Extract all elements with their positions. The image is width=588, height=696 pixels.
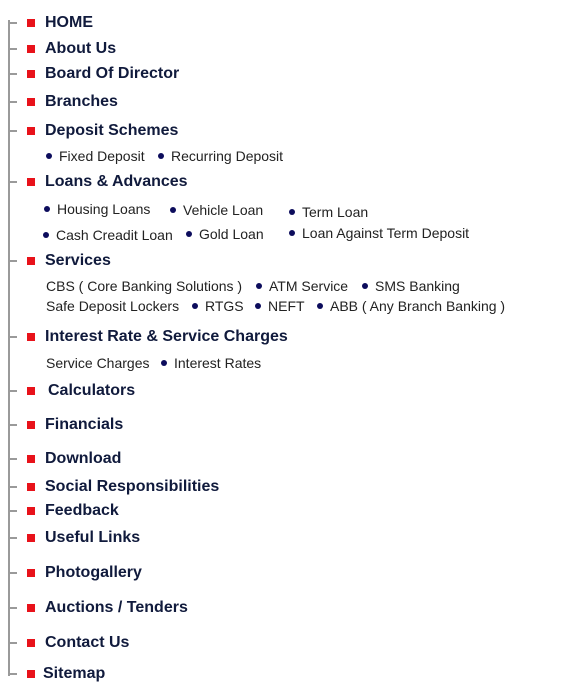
sub-label-abb[interactable]: ABB ( Any Branch Banking ) — [330, 298, 506, 314]
tree-connector — [8, 181, 17, 183]
sub-label-gold-loan[interactable]: Gold Loan — [199, 226, 264, 242]
dot-bullet-icon — [256, 283, 262, 289]
square-bullet-icon — [27, 257, 35, 265]
sub-item-neft[interactable] — [255, 297, 305, 315]
sub-item-vehicle-loan[interactable] — [170, 201, 263, 219]
menu-item-services[interactable] — [8, 251, 111, 271]
sub-item-abb[interactable] — [317, 297, 505, 315]
menu-label-about[interactable]: About Us — [45, 40, 117, 57]
menu-label-board[interactable]: Board Of Director — [45, 65, 180, 82]
dot-bullet-icon — [317, 303, 323, 309]
square-bullet-icon — [27, 670, 35, 678]
sub-item-fixed-deposit[interactable] — [46, 147, 145, 165]
menu-item-auctions[interactable] — [8, 598, 188, 618]
tree-connector — [8, 458, 17, 460]
menu-item-interest[interactable] — [8, 327, 288, 347]
dot-bullet-icon — [170, 207, 176, 213]
sub-label-interest-rates[interactable]: Interest Rates — [174, 355, 262, 371]
menu-item-contact[interactable] — [8, 633, 129, 653]
menu-label-loans[interactable]: Loans & Advances — [45, 173, 188, 190]
menu-label-auctions[interactable]: Auctions / Tenders — [45, 599, 188, 616]
menu-label-photogallery[interactable]: Photogallery — [45, 564, 142, 581]
sub-label-vehicle-loan[interactable]: Vehicle Loan — [183, 202, 264, 218]
square-bullet-icon — [27, 421, 35, 429]
menu-item-financials[interactable] — [8, 415, 123, 435]
dot-bullet-icon — [192, 303, 198, 309]
tree-connector — [8, 510, 17, 512]
menu-item-board[interactable] — [8, 64, 179, 84]
menu-item-home[interactable] — [8, 13, 93, 33]
menu-item-social[interactable] — [8, 477, 219, 497]
square-bullet-icon — [27, 507, 35, 515]
sub-label-cbs[interactable]: CBS ( Core Banking Solutions ) — [46, 278, 243, 294]
dot-bullet-icon — [46, 153, 52, 159]
square-bullet-icon — [27, 333, 35, 341]
sub-item-housing-loans[interactable] — [44, 200, 150, 218]
sub-item-loan-against-term-deposit[interactable] — [289, 224, 469, 242]
tree-connector — [8, 486, 17, 488]
dot-bullet-icon — [158, 153, 164, 159]
sub-item-cbs[interactable] — [46, 277, 242, 295]
square-bullet-icon — [27, 98, 35, 106]
dot-bullet-icon — [289, 230, 295, 236]
sub-item-recurring-deposit[interactable] — [158, 147, 283, 165]
menu-label-feedback[interactable]: Feedback — [45, 502, 119, 519]
tree-connector — [8, 424, 17, 426]
sub-item-sms-banking[interactable] — [362, 277, 460, 295]
menu-item-about[interactable] — [8, 39, 116, 59]
tree-connector — [8, 48, 17, 50]
sub-label-safe-deposit-lockers[interactable]: Safe Deposit Lockers — [46, 298, 180, 314]
sub-item-safe-deposit-lockers[interactable] — [46, 297, 179, 315]
menu-item-deposit[interactable] — [8, 121, 178, 141]
menu-item-branches[interactable] — [8, 92, 118, 112]
tree-connector — [8, 336, 17, 338]
square-bullet-icon — [27, 127, 35, 135]
dot-bullet-icon — [44, 206, 50, 212]
square-bullet-icon — [27, 639, 35, 647]
tree-connector — [8, 260, 17, 262]
sub-item-cash-credit-loan[interactable] — [43, 226, 173, 244]
square-bullet-icon — [27, 387, 35, 395]
tree-connector — [8, 572, 17, 574]
sub-label-atm-service[interactable]: ATM Service — [269, 278, 349, 294]
sub-item-interest-rates[interactable] — [161, 354, 261, 372]
dot-bullet-icon — [362, 283, 368, 289]
menu-label-deposit[interactable]: Deposit Schemes — [45, 122, 179, 139]
menu-label-home[interactable]: HOME — [45, 14, 93, 31]
sub-label-sms-banking[interactable]: SMS Banking — [375, 278, 460, 294]
square-bullet-icon — [27, 483, 35, 491]
sub-item-rtgs[interactable] — [192, 297, 244, 315]
sub-label-term-loan[interactable]: Term Loan — [302, 204, 369, 220]
square-bullet-icon — [27, 45, 35, 53]
menu-label-download[interactable]: Download — [45, 450, 122, 467]
sub-label-neft[interactable]: NEFT — [268, 298, 305, 314]
menu-item-feedback[interactable] — [8, 501, 119, 521]
square-bullet-icon — [27, 534, 35, 542]
menu-item-photogallery[interactable] — [8, 563, 142, 583]
dot-bullet-icon — [289, 209, 295, 215]
menu-item-sitemap[interactable] — [8, 664, 105, 684]
tree-connector — [8, 130, 17, 132]
sub-item-gold-loan[interactable] — [186, 225, 264, 243]
menu-label-calculators[interactable]: Calculators — [48, 382, 136, 399]
square-bullet-icon — [27, 178, 35, 186]
tree-connector — [8, 101, 17, 103]
square-bullet-icon — [27, 569, 35, 577]
square-bullet-icon — [27, 19, 35, 27]
tree-connector — [8, 73, 17, 75]
tree-connector — [8, 607, 17, 609]
sub-label-rtgs[interactable]: RTGS — [205, 298, 244, 314]
sub-item-service-charges[interactable] — [46, 354, 150, 372]
tree-connector — [8, 22, 17, 24]
sub-label-fixed-deposit[interactable]: Fixed Deposit — [59, 148, 145, 164]
dot-bullet-icon — [43, 232, 49, 238]
tree-connector — [8, 642, 17, 644]
menu-label-sitemap[interactable]: Sitemap — [43, 665, 106, 682]
menu-label-financials[interactable]: Financials — [45, 416, 124, 433]
square-bullet-icon — [27, 604, 35, 612]
tree-connector — [8, 537, 17, 539]
dot-bullet-icon — [255, 303, 261, 309]
sub-label-housing-loans[interactable]: Housing Loans — [57, 201, 151, 217]
tree-connector — [8, 390, 17, 392]
square-bullet-icon — [27, 70, 35, 78]
dot-bullet-icon — [161, 360, 167, 366]
menu-label-useful-links[interactable]: Useful Links — [45, 529, 141, 546]
menu-item-download[interactable] — [8, 449, 121, 469]
sub-label-cash-credit-loan[interactable]: Cash Creadit Loan — [56, 227, 173, 243]
sub-item-term-loan[interactable] — [289, 203, 368, 221]
menu-item-useful-links[interactable] — [8, 528, 140, 548]
sub-item-atm-service[interactable] — [256, 277, 348, 295]
menu-label-interest[interactable]: Interest Rate & Service Charges — [45, 328, 288, 345]
dot-bullet-icon — [186, 231, 192, 237]
sub-label-loan-against-term-deposit[interactable]: Loan Against Term Deposit — [302, 225, 470, 241]
menu-item-loans[interactable] — [8, 172, 188, 192]
menu-label-services[interactable]: Services — [45, 252, 111, 269]
menu-label-branches[interactable]: Branches — [45, 93, 118, 110]
menu-item-calculators[interactable] — [8, 381, 135, 401]
tree-connector — [8, 673, 17, 675]
sub-label-recurring-deposit[interactable]: Recurring Deposit — [171, 148, 284, 164]
menu-label-contact[interactable]: Contact Us — [45, 634, 130, 651]
sub-label-service-charges[interactable]: Service Charges — [46, 355, 150, 371]
menu-label-social[interactable]: Social Responsibilities — [45, 478, 220, 495]
square-bullet-icon — [27, 455, 35, 463]
